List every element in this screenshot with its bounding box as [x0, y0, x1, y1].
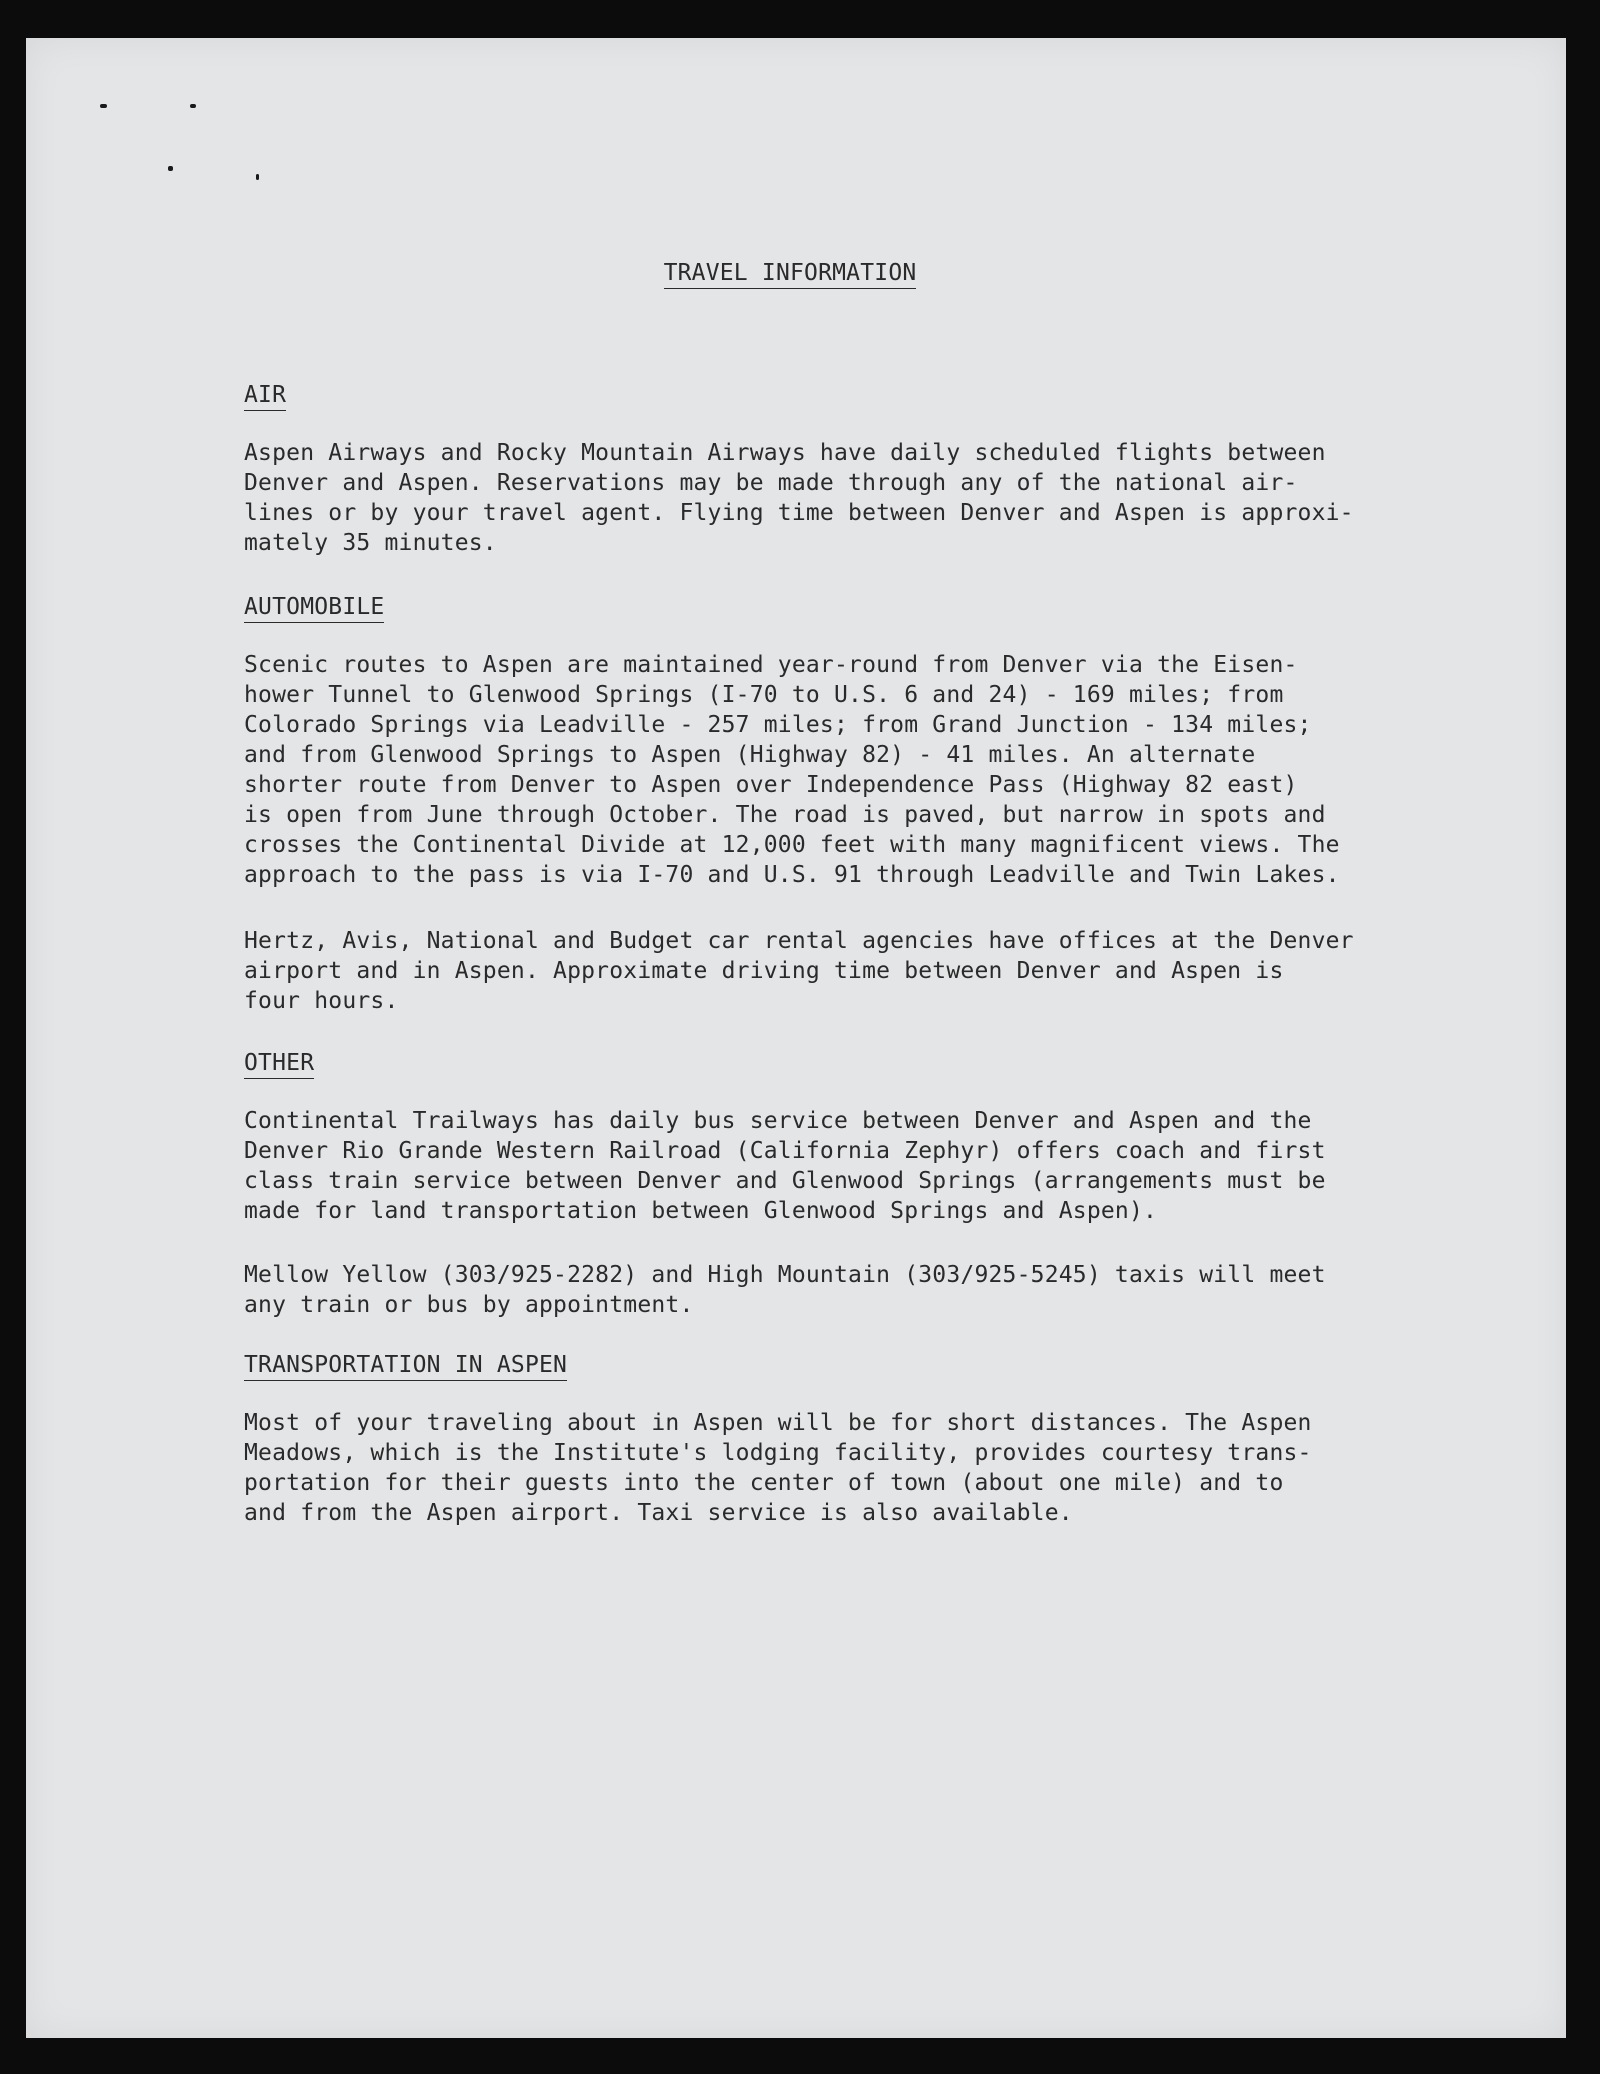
paragraph-automobile-rental: Hertz, Avis, National and Budget car rental agencies have offices at the Denver airport and in Aspen. Approximate driving time between Denver and Aspen is four hours.: [244, 928, 1354, 1014]
section-heading-transportation-in-aspen: TRANSPORTATION IN ASPEN: [244, 1352, 567, 1378]
paragraph-automobile-routes: Scenic routes to Aspen are maintained year-round from Denver via the Eisen- hower Tunnel to Glenwood Springs (I-70 to U.S. 6 and 24) - 169 miles; from Colorado Springs via Leadville - 257 miles; from Grand Junction - 134 miles; and from Glenwood Springs to Aspen (Highway 82) - 41 miles. An alternate shorter route from Denver to Aspen over Independence Pass (Highway 82 east) is open from June through October. The road is paved, but narrow in spots and crosses the Continental Divide at 12,000 feet with many magnificent views. The approach to the pass is via I-70 and U.S. 91 through Leadville and Twin Lakes.: [244, 652, 1340, 888]
section-heading-other: OTHER: [244, 1050, 314, 1076]
section-heading-air: AIR: [244, 382, 286, 408]
ink-speck: [190, 104, 196, 108]
ink-speck: [256, 174, 259, 180]
paragraph-air: Aspen Airways and Rocky Mountain Airways have daily scheduled flights between Denver and Aspen. Reservations may be made through any of the national air- lines or by your travel agent. Flying time between Denver and Aspen is approxi- mately 35 minutes.: [244, 440, 1354, 556]
section-heading-automobile: AUTOMOBILE: [244, 594, 384, 620]
paragraph-other-taxis: Mellow Yellow (303/925-2282) and High Mountain (303/925-5245) taxis will meet any train or bus by appointment.: [244, 1262, 1326, 1318]
document-title: TRAVEL INFORMATION: [244, 260, 1336, 286]
ink-speck: [100, 104, 107, 108]
ink-speck: [168, 166, 173, 171]
paragraph-other-bus-rail: Continental Trailways has daily bus service between Denver and Aspen and the Denver Rio Grande Western Railroad (California Zephyr) offers coach and first class train service between Denver and Glenwood Springs (arrangements must be made for land transportation between Glenwood Springs and Aspen).: [244, 1108, 1326, 1224]
paragraph-transportation-in-aspen: Most of your traveling about in Aspen will be for short distances. The Aspen Meadows, which is the Institute's lodging facility, provides courtesy trans- portation for their guests into the center of town (about one mile) and to and from the Aspen airport. Taxi service is also available.: [244, 1410, 1312, 1526]
document-page: [26, 38, 1566, 2038]
